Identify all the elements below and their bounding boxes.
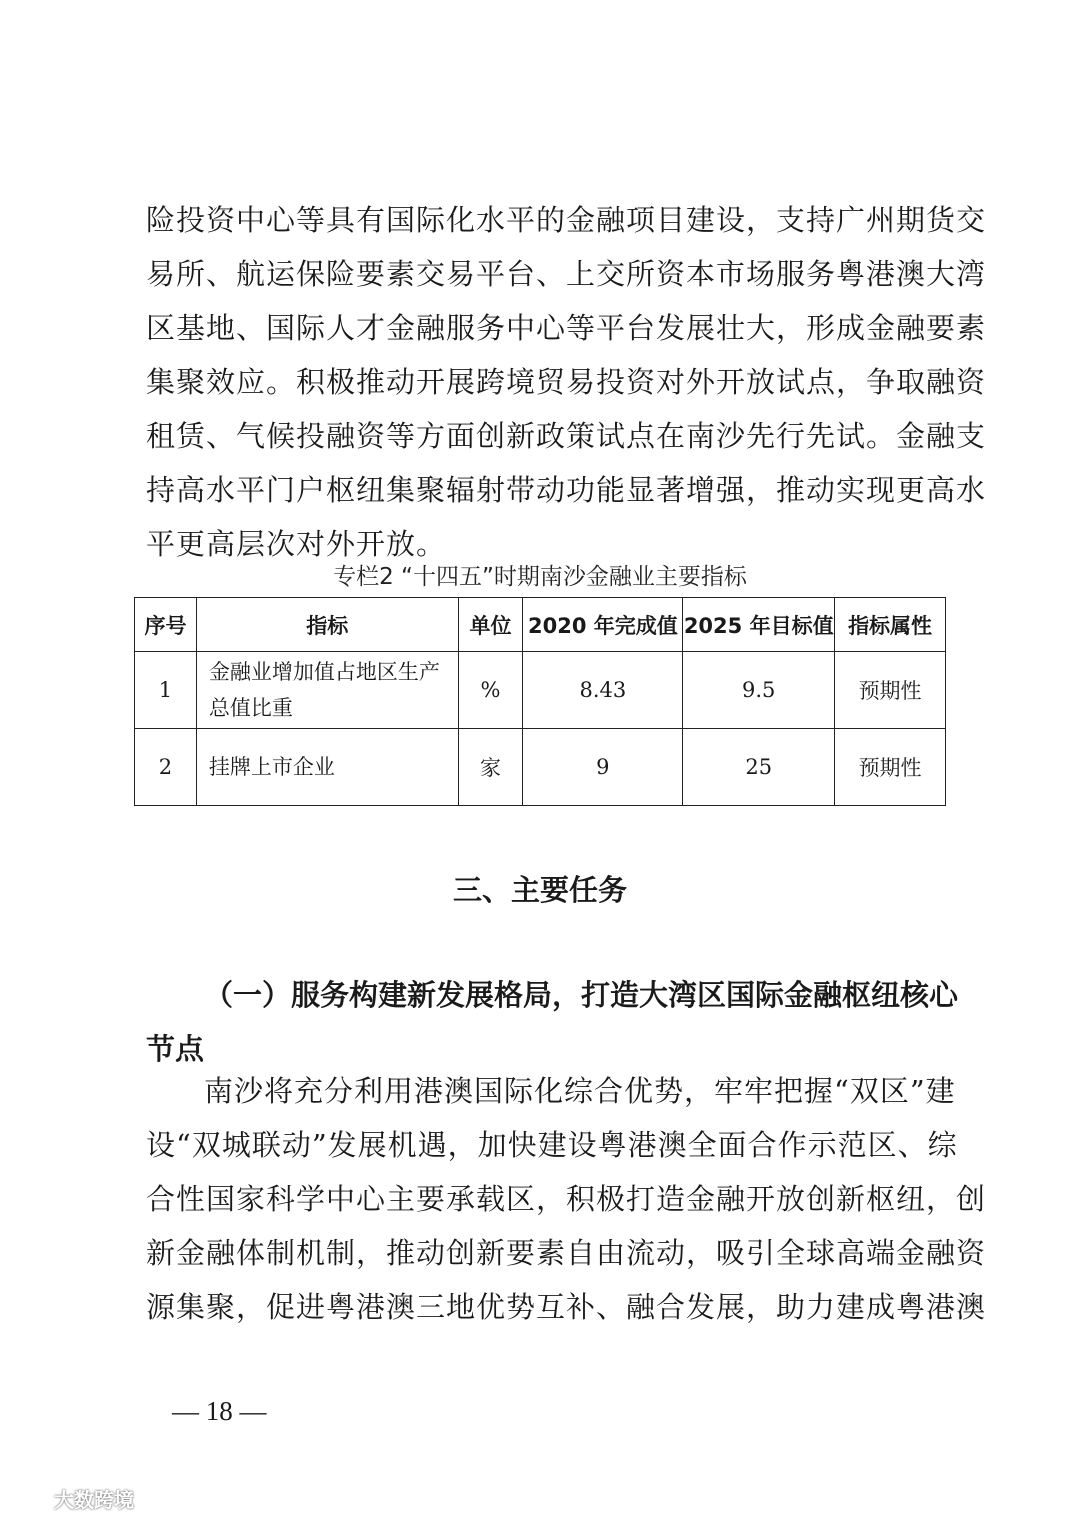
text-line: 险投资中心等具有国际化水平的金融项目建设，支持广州期货交 <box>146 203 987 237</box>
page-number: — 18 — <box>172 1396 267 1426</box>
header-cell: 2025 年目标值 <box>683 598 835 652</box>
indicator-table <box>134 597 946 806</box>
cell-indicator-line: 总值比重 <box>208 696 293 720</box>
watermark-text: 大数跨境 <box>54 1488 134 1512</box>
text-line: 源集聚，促进粤港澳三地优势互补、融合发展，助力建成粤港澳 <box>146 1290 987 1324</box>
cell-indicator-line: 金融业增加值占地区生产 <box>208 660 440 684</box>
text-line: 集聚效应。积极推动开展跨境贸易投资对外开放试点，争取融资 <box>146 365 987 399</box>
sub-heading-line: （一）服务构建新发展格局，打造大湾区国际金融枢纽核心 <box>204 978 959 1012</box>
cell-indicator <box>196 729 458 806</box>
sub-heading-line: 节点 <box>146 1032 205 1066</box>
cell-no: 1 <box>135 652 197 729</box>
text-line: 合性国家科学中心主要承载区，积极打造金融开放创新枢纽，创 <box>146 1182 987 1216</box>
text-line: 持高水平门户枢纽集聚辐射带动功能显著增强，推动实现更高水 <box>146 473 987 507</box>
table-row <box>135 652 946 729</box>
sub-heading <box>146 968 959 1076</box>
text-line: 设“双城联动”发展机遇，加快建设粤港澳全面合作示范区、综 <box>146 1128 958 1162</box>
header-cell: 单位 <box>458 598 523 652</box>
cell-2020: 8.43 <box>523 652 683 729</box>
text-line: 易所、航运保险要素交易平台、上交所资本市场服务粤港澳大湾 <box>146 257 987 291</box>
table-row <box>135 729 946 806</box>
watermark <box>8 1484 134 1513</box>
table-header-row <box>135 598 946 652</box>
text-line: 平更高层次对外开放。 <box>146 527 447 561</box>
body-paragraph-bottom <box>146 1064 987 1334</box>
body-paragraph-top <box>146 193 987 571</box>
text-line: 区基地、国际人才金融服务中心等平台发展壮大，形成金融要素 <box>146 311 987 345</box>
header-cell: 指标属性 <box>835 598 946 652</box>
cell-2025: 9.5 <box>683 652 835 729</box>
cell-indicator-line: 挂牌上市企业 <box>208 755 335 779</box>
table-caption: 专栏2 “十四五”时期南沙金融业主要指标 <box>333 564 747 590</box>
section-title: 三、主要任务 <box>452 873 627 907</box>
text-line: 新金融体制机制，推动创新要素自由流动，吸引全球高端金融资 <box>146 1236 987 1270</box>
cell-2020: 9 <box>523 729 683 806</box>
cell-attr: 预期性 <box>835 652 946 729</box>
cell-attr: 预期性 <box>835 729 946 806</box>
cell-2025: 25 <box>683 729 835 806</box>
text-line: 南沙将充分利用港澳国际化综合优势，牢牢把握“双区”建 <box>204 1074 956 1108</box>
cell-unit: % <box>458 652 523 729</box>
header-cell: 序号 <box>135 598 197 652</box>
cell-no: 2 <box>135 729 197 806</box>
cell-indicator <box>196 652 458 729</box>
watermark-logo-icon <box>8 1486 48 1512</box>
header-cell: 指标 <box>196 598 458 652</box>
header-cell: 2020 年完成值 <box>523 598 683 652</box>
text-line: 租赁、气候投融资等方面创新政策试点在南沙先行先试。金融支 <box>146 419 987 453</box>
cell-unit: 家 <box>458 729 523 806</box>
